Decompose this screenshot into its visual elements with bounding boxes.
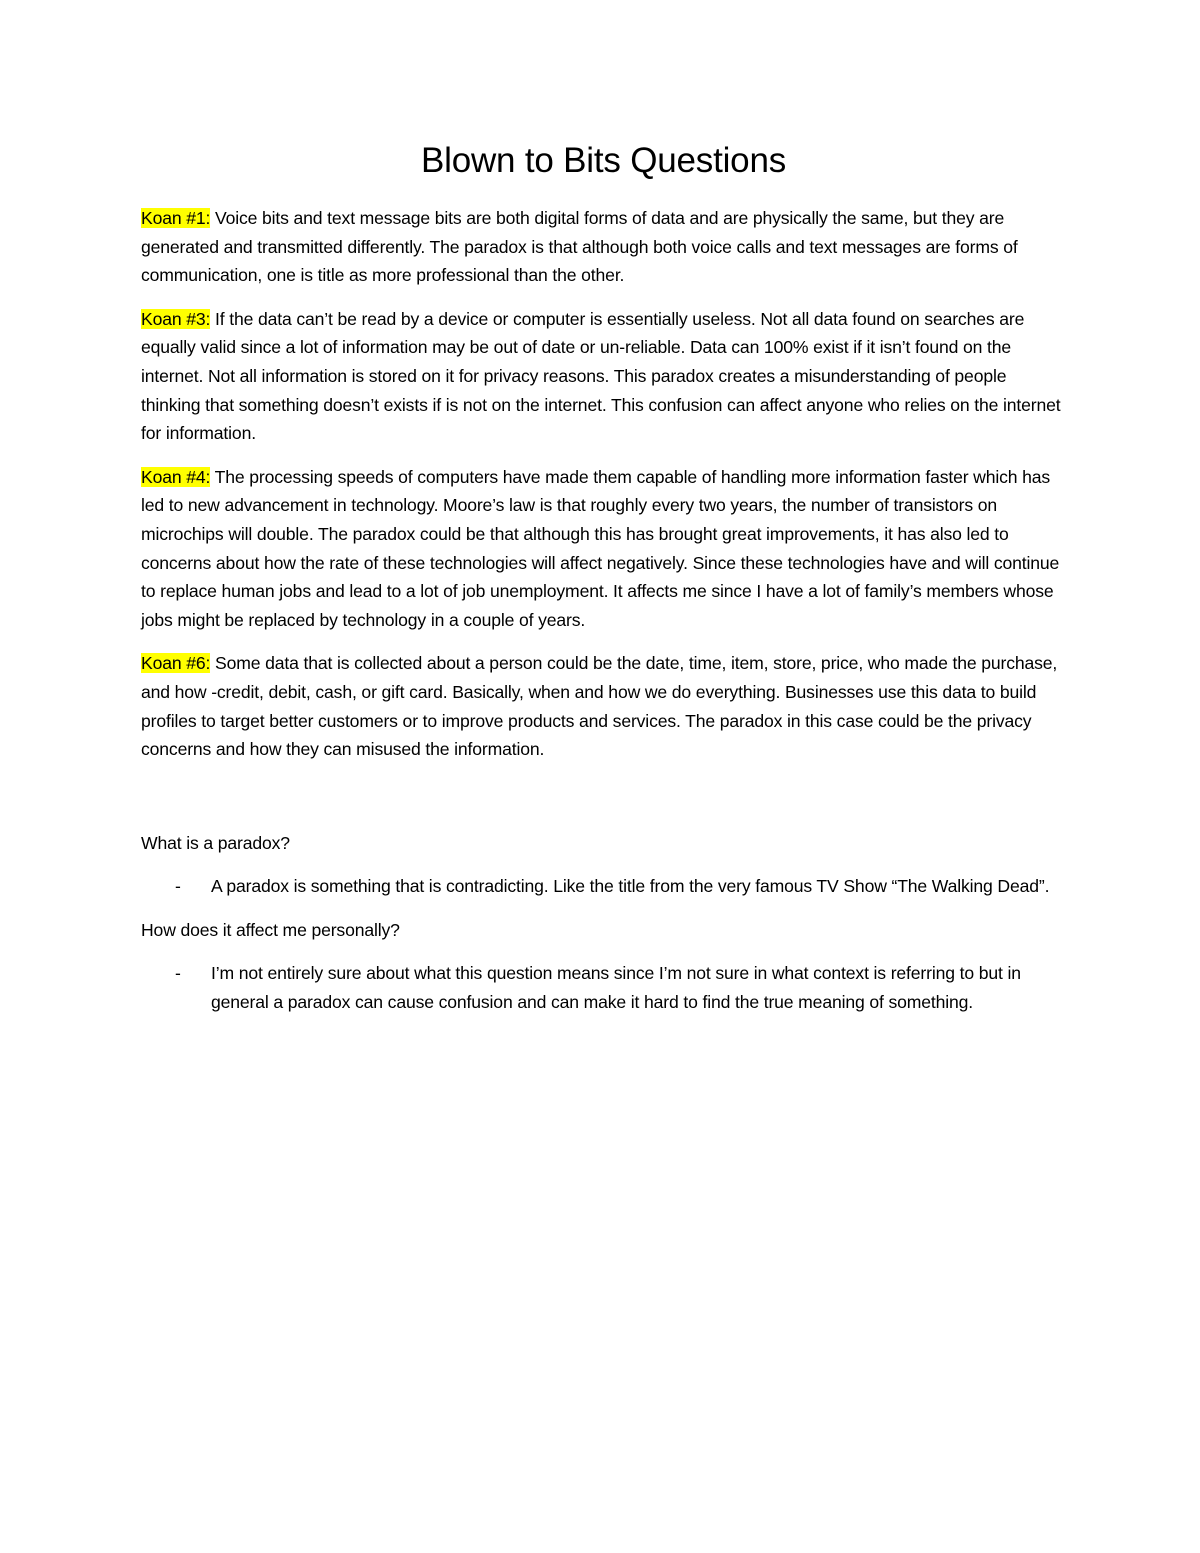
- document-content: [141, 140, 1066, 1032]
- koan-3-label: Koan #3:: [141, 308, 211, 329]
- dash-bullet: -: [175, 963, 181, 984]
- answer-personal: [141, 959, 1066, 1016]
- question-paradox: What is a paradox?: [141, 832, 290, 853]
- koan-4-paragraph: [141, 463, 1066, 635]
- koan-3-text: If the data can’t be read by a device or computer is essentially useless. Not all data found on searches are equally valid since a lot of information may be out of date or un-reliable. Data can 100% exist if it isn’t found on the internet. Not all information is stored on it for privacy reasons. This paradox creates a misunderstanding of people thinking that something doesn’t exists if is not on the internet. This confusion can affect anyone who relies on the internet for information.: [141, 308, 1061, 444]
- koan-3-paragraph: [141, 305, 1066, 448]
- koan-1-text: Voice bits and text message bits are both digital forms of data and are physically the same, but they are generated and transmitted differently. The paradox is that although both voice calls and text messages are forms of communication, one is title as more professional than the other.: [141, 208, 1018, 286]
- document-title: Blown to Bits Questions: [420, 141, 787, 180]
- koan-6-label: Koan #6:: [141, 653, 211, 674]
- koan-4-label: Koan #4:: [141, 466, 211, 487]
- answer-paradox-text: A paradox is something that is contradicting. Like the title from the very famous TV Show “The Walking Dead”.: [211, 876, 1050, 897]
- answer-list-paradox: [141, 872, 1066, 901]
- answer-paradox: [141, 872, 1066, 901]
- question-personal: How does it affect me personally?: [141, 919, 400, 940]
- koan-1-paragraph: [141, 204, 1066, 290]
- koan-6-text: Some data that is collected about a person could be the date, time, item, store, price, who made the purchase, and how -credit, debit, cash, or gift card. Basically, when and how we do everything. Businesses use this data to build profiles to target better customers or to improve products and services. The paradox in this case could be the privacy concerns and how they can misused the information.: [141, 653, 1058, 760]
- koan-4-text: The processing speeds of computers have made them capable of handling more information faster which has led to new advancement in technology. Moore’s law is that roughly every two years, the number of transistors on microchips will double. The paradox could be that although this has brought great improvements, it has also led to concerns about how the rate of these technologies will affect negatively. Since these technologies have and will continue to replace human jobs and lead to a lot of job unemployment. It affects me since I have a lot of family’s members whose jobs might be replaced by technology in a couple of years.: [141, 466, 1060, 630]
- koan-1-label: Koan #1:: [141, 208, 211, 228]
- dash-bullet: -: [175, 876, 181, 897]
- koan-6-paragraph: [141, 649, 1066, 763]
- answer-list-personal: [141, 959, 1066, 1016]
- answer-personal-text: I’m not entirely sure about what this question means since I’m not sure in what context is referring to but in general a paradox can cause confusion and can make it hard to find the true meaning of something.: [211, 963, 1021, 1013]
- section-spacer: [141, 779, 1066, 829]
